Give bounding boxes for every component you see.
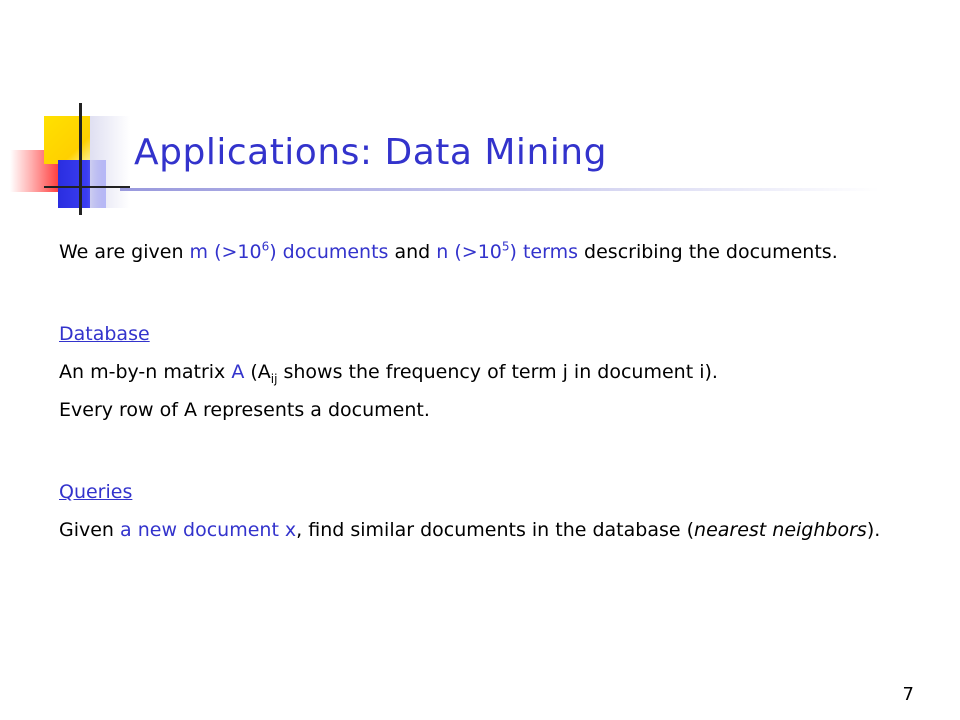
n-terms-end: ) terms	[509, 241, 578, 263]
m-terms-end: ) documents	[269, 241, 389, 263]
database-line-1-end: shows the frequency of term j in document i).	[277, 361, 718, 383]
logo-yellow-square	[44, 116, 90, 164]
queries-text-end: ).	[866, 519, 881, 541]
logo-glow	[90, 116, 130, 208]
logo-vertical-line	[79, 103, 82, 215]
aij-subscript: ij	[270, 371, 278, 386]
slide-body	[59, 238, 899, 544]
nearest-neighbors-text: nearest neighbors	[694, 519, 867, 541]
queries-text: Given	[59, 519, 121, 541]
queries-text-mid: , find similar documents in the database (	[296, 519, 695, 541]
intro-text-end: describing the documents.	[578, 241, 838, 263]
queries-heading[interactable]: Queries	[59, 481, 133, 503]
n-exponent: 5	[501, 239, 510, 254]
logo-horizontal-line	[44, 186, 130, 188]
m-terms: m (>10	[189, 241, 262, 263]
queries-heading-line	[59, 478, 899, 506]
page-number: 7	[902, 684, 914, 705]
intro-text: We are given	[59, 241, 190, 263]
database-line-1-text: An m-by-n matrix	[59, 361, 232, 383]
title-underline	[120, 188, 880, 191]
database-line-1	[59, 358, 899, 386]
m-documents-text	[190, 241, 389, 263]
queries-line	[59, 516, 899, 544]
n-terms: n (>10	[436, 241, 502, 263]
and-text: and	[388, 241, 437, 263]
intro-paragraph	[59, 238, 899, 266]
n-terms-text	[436, 241, 578, 263]
database-line-1-paren: (A	[244, 361, 271, 383]
new-document-text: a new document x	[120, 519, 297, 541]
matrix-a-label: A	[231, 361, 245, 383]
slide-logo	[0, 0, 140, 230]
database-line-2: Every row of A represents a document.	[59, 399, 430, 421]
m-exponent: 6	[261, 239, 270, 254]
database-heading-line	[59, 320, 899, 348]
slide-title: Applications: Data Mining	[134, 132, 607, 173]
database-heading[interactable]: Database	[59, 323, 150, 345]
